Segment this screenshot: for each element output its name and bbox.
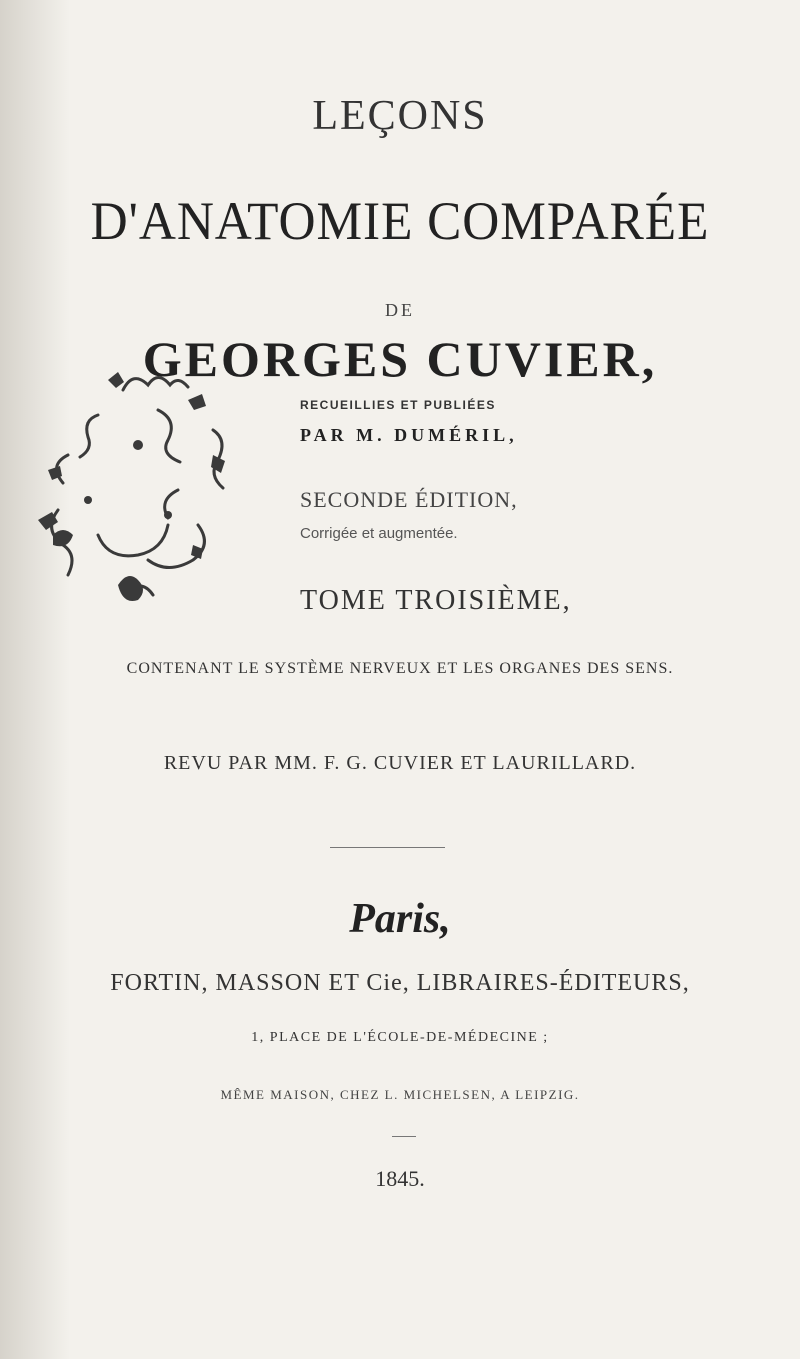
floral-vignette-icon bbox=[28, 360, 268, 610]
imprint-city: Paris, bbox=[349, 896, 451, 942]
editor-line: PAR M. DUMÉRIL, bbox=[300, 425, 518, 445]
title-de: DE bbox=[385, 300, 415, 320]
revised-by-line: REVU PAR MM. F. G. CUVIER ET LAURILLARD. bbox=[163, 752, 637, 774]
imprint-address: 1, PLACE DE L'ÉCOLE-DE-MÉDECINE ; bbox=[251, 1030, 549, 1045]
contents-line: CONTENANT LE SYSTÈME NERVEUX ET LES ORGANES DES SENS. bbox=[126, 660, 674, 677]
imprint-branch: MÊME MAISON, CHEZ L. MICHELSEN, A LEIPZIG. bbox=[220, 1087, 580, 1102]
short-divider-rule bbox=[392, 1136, 416, 1137]
divider-rule bbox=[330, 847, 445, 848]
edition-line: SECONDE ÉDITION, bbox=[300, 487, 518, 512]
corrected-line: Corrigée et augmentée. bbox=[300, 525, 458, 542]
imprint-publisher: FORTIN, MASSON ET Cie, LIBRAIRES-ÉDITEURS, bbox=[110, 970, 690, 996]
imprint-year: 1845. bbox=[375, 1166, 425, 1191]
title-author: GEORGES CUVIER, bbox=[142, 331, 658, 387]
title-anatomie-comparee: D'ANATOMIE COMPARÉE bbox=[90, 191, 710, 251]
title-lecons: LEÇONS bbox=[312, 93, 488, 139]
volume-line: TOME TROISIÈME, bbox=[300, 585, 572, 616]
collected-by-line: RECUEILLIES ET PUBLIÉES bbox=[300, 398, 496, 412]
